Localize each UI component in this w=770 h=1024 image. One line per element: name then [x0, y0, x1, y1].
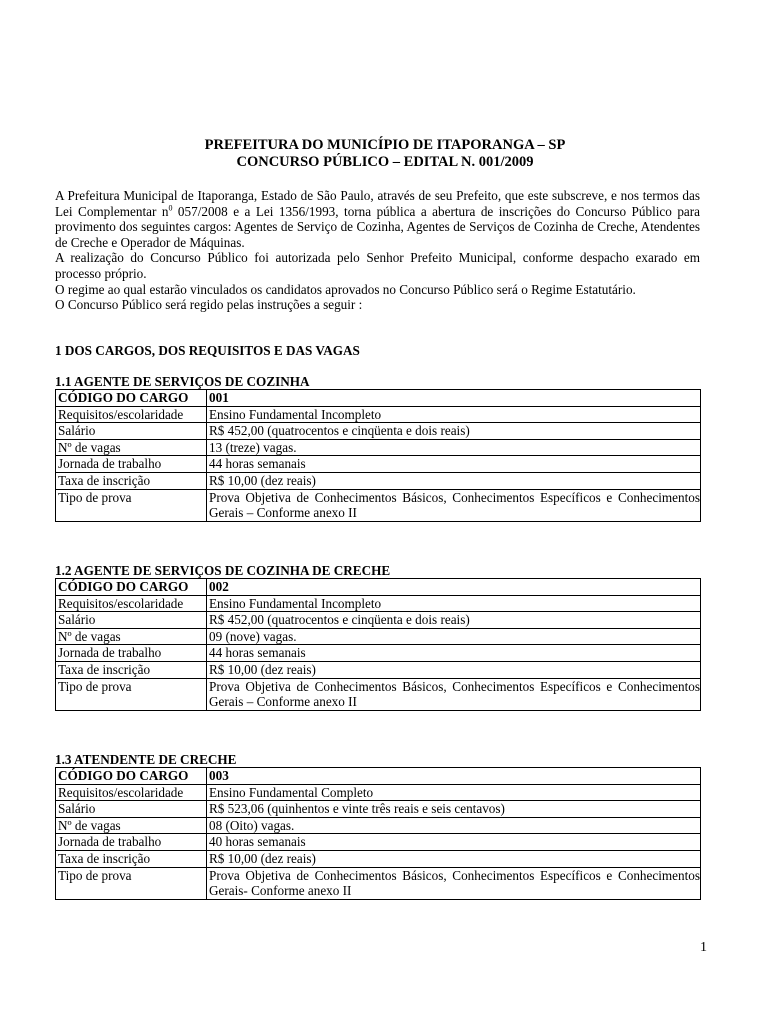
table-row [56, 406, 701, 423]
prova-label: Tipo de prova [56, 678, 207, 710]
table-row [56, 678, 701, 710]
prova-label: Tipo de prova [56, 489, 207, 521]
jornada-label: Jornada de trabalho [56, 645, 207, 662]
taxa-label: Taxa de inscrição [56, 850, 207, 867]
codigo-label: CÓDIGO DO CARGO [56, 390, 207, 407]
table-row [56, 834, 701, 851]
page-number: 1 [700, 940, 707, 955]
prova-value: Prova Objetiva de Conhecimentos Básicos, Conhecimentos Específicos e Conhecimentos Gerais – Conforme anexo II [207, 678, 701, 710]
table-row [56, 784, 701, 801]
table-row [56, 850, 701, 867]
cargo-title: 1.3 ATENDENTE DE CRECHE [55, 752, 237, 767]
requisitos-label: Requisitos/escolaridade [56, 406, 207, 423]
jornada-value: 40 horas semanais [207, 834, 701, 851]
table-row [56, 579, 701, 596]
salario-label: Salário [56, 612, 207, 629]
table-row [56, 661, 701, 678]
table-row [56, 439, 701, 456]
requisitos-value: Ensino Fundamental Incompleto [207, 406, 701, 423]
requisitos-label: Requisitos/escolaridade [56, 784, 207, 801]
table-row [56, 867, 701, 899]
taxa-value: R$ 10,00 (dez reais) [207, 850, 701, 867]
document-title: PREFEITURA DO MUNICÍPIO DE ITAPORANGA – SP [204, 137, 566, 153]
salario-label: Salário [56, 801, 207, 818]
requisitos-label: Requisitos/escolaridade [56, 595, 207, 612]
cargo-title: 1.1 AGENTE DE SERVIÇOS DE COZINHA [55, 374, 310, 389]
cargo-table [55, 389, 701, 522]
vagas-value: 09 (nove) vagas. [207, 628, 701, 645]
cargo-title: 1.2 AGENTE DE SERVIÇOS DE COZINHA DE CRECHE [55, 563, 391, 578]
table-row [56, 817, 701, 834]
table-row [56, 472, 701, 489]
salario-label: Salário [56, 423, 207, 440]
jornada-label: Jornada de trabalho [56, 456, 207, 473]
prova-label: Tipo de prova [56, 867, 207, 899]
prova-value: Prova Objetiva de Conhecimentos Básicos, Conhecimentos Específicos e Conhecimentos Gerais- Conforme anexo II [207, 867, 701, 899]
table-row [56, 489, 701, 521]
taxa-value: R$ 10,00 (dez reais) [207, 472, 701, 489]
codigo-value: 001 [207, 390, 701, 407]
taxa-label: Taxa de inscrição [56, 661, 207, 678]
codigo-value: 002 [207, 579, 701, 596]
vagas-label: Nº de vagas [56, 817, 207, 834]
table-row [56, 595, 701, 612]
intro-paragraph-3: O regime ao qual estarão vinculados os candidatos aprovados no Concurso Público será o Regime Estatutário. [55, 281, 636, 297]
codigo-value: 003 [207, 768, 701, 785]
section-heading: 1 DOS CARGOS, DOS REQUISITOS E DAS VAGAS [55, 343, 360, 358]
vagas-value: 13 (treze) vagas. [207, 439, 701, 456]
taxa-value: R$ 10,00 (dez reais) [207, 661, 701, 678]
table-row [56, 628, 701, 645]
intro-text [55, 188, 700, 313]
cargo-table [55, 767, 701, 900]
jornada-label: Jornada de trabalho [56, 834, 207, 851]
table-row [56, 801, 701, 818]
cargo-table [55, 578, 701, 711]
jornada-value: 44 horas semanais [207, 645, 701, 662]
table-row [56, 456, 701, 473]
table-row [56, 645, 701, 662]
intro-paragraph-1: A Prefeitura Municipal de Itaporanga, Estado de São Paulo, através de seu Prefeito, que este subscreve, e nos termos das Lei Complementar $n^0$ 057/2008 e a Lei 1356/1993, torna pública a abertura de inscrições do Concurso Público para provimento dos seguintes cargos: Agentes de Serviço de Cozinha, Agentes de Serviços de Cozinha de Creche, Atendentes de Creche e Operador de Máquinas. [55, 188, 701, 250]
table-row [56, 423, 701, 440]
codigo-label: CÓDIGO DO CARGO [56, 579, 207, 596]
table-row [56, 612, 701, 629]
intro-paragraph-2: A realização do Concurso Público foi autorizada pelo Senhor Prefeito Municipal, conforme despacho exarado em processo próprio. [55, 250, 700, 281]
salario-value: R$ 452,00 (quatrocentos e cinqüenta e dois reais) [207, 423, 701, 440]
table-row [56, 390, 701, 407]
salario-value: R$ 523,06 (quinhentos e vinte três reais e seis centavos) [207, 801, 701, 818]
vagas-label: Nº de vagas [56, 439, 207, 456]
requisitos-value: Ensino Fundamental Incompleto [207, 595, 701, 612]
salario-value: R$ 452,00 (quatrocentos e cinqüenta e dois reais) [207, 612, 701, 629]
vagas-label: Nº de vagas [56, 628, 207, 645]
prova-value: Prova Objetiva de Conhecimentos Básicos, Conhecimentos Específicos e Conhecimentos Gerais – Conforme anexo II [207, 489, 701, 521]
requisitos-value: Ensino Fundamental Completo [207, 784, 701, 801]
taxa-label: Taxa de inscrição [56, 472, 207, 489]
vagas-value: 08 (Oito) vagas. [207, 817, 701, 834]
intro-paragraph-4: O Concurso Público será regido pelas instruções a seguir : [55, 297, 363, 313]
jornada-value: 44 horas semanais [207, 456, 701, 473]
document-subtitle: CONCURSO PÚBLICO – EDITAL N. 001/2009 [236, 154, 534, 170]
codigo-label: CÓDIGO DO CARGO [56, 768, 207, 785]
table-row [56, 768, 701, 785]
